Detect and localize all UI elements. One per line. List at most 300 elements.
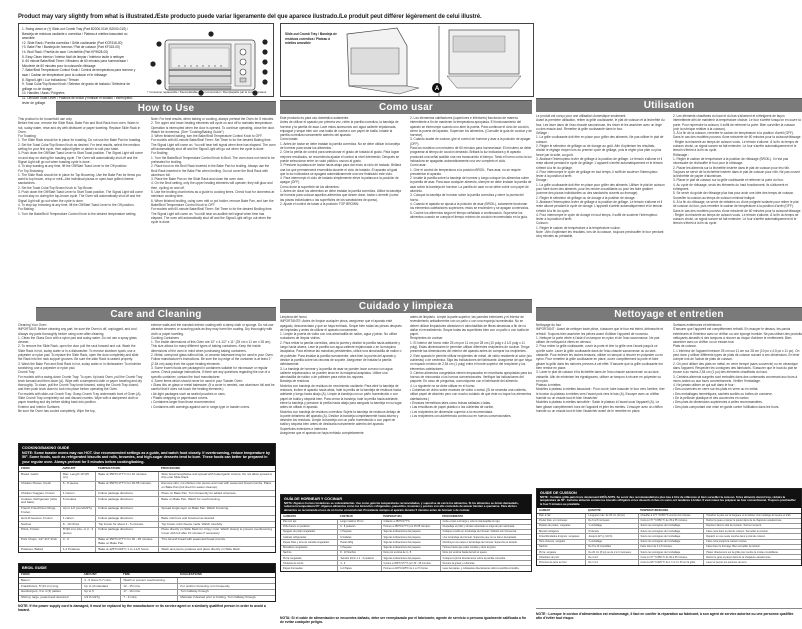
table-cell: Déposer dans le plat de cuisson. Tourner souvent. [704,523,801,528]
paragraph: 2. Régler le sélecteur de grillage ou de dorage à la position de dorage. [536,195,636,200]
subheading: Superficies exteriores e interiores [280,426,328,431]
power-cord-note-fr: NOTE : Lorsque le cordon d'alimentation est endommagé, il faut en confier la réparation au fabricant, à son agent de service autorisé ou une personne qualifiée afin d'éviter tout risque. [536,612,794,621]
como-usar-text [280,116,532,266]
table-row [19,527,275,537]
parts-diagram [18,23,274,105]
power-cord-note-en: NOTE: If the power supply cord is damaged, it must be replaced by the manufacturer or its service agent or a similarly qualified person in order to avoid a hazard. [18,604,266,613]
column-header: TEMPERATURE [96,466,159,471]
column-header: CANTIDAD [338,514,381,519]
table-cell: Siga las indicaciones del paquete. [381,529,440,534]
column-header: QUANTITÉ [586,508,638,513]
paragraph: Note : Afin d'optimiser les résultats, lors de la cuisson, toujours préchauffer le four pendant cinq minutes au préalable. [536,230,664,239]
paragraph: 1. La grille coulissante doit être en place pour griller des aliments. Ne pas utiliser le plat de cuisson. [536,135,664,144]
table-cell: Bake at 350°F/177°C for 10 minutes. [96,472,159,482]
table-cell: Siga las indicaciones del paquete. [381,545,440,550]
table-cell: Papas horneadas [281,566,338,571]
paragraph: 1. Turn the Bake/Broil Temperature Control Knob to Broil. The oven does not need to be preheated for broiling. [151,155,275,164]
table-row [281,566,531,571]
cooking-guide-en [18,443,276,553]
paragraph: 3. Coloque la bandeja de hornear sobre la parrilla corrediza y cierre la puerta del horno. [410,193,524,202]
care-left-column [18,323,143,443]
table-cell: Max. Length 10"(25 cm) [60,472,95,482]
table-cell: 7 - 9 mins. [121,595,178,600]
table-cell: 1-2 Papas [338,566,381,571]
table-cell: Papas fritas y aros de cebolla congelados [281,540,338,545]
table-cell: Siga las indicaciones del paquete. [381,556,440,561]
paragraph: • Las envolturas de papel plástico o las cubiertas de cartón. [410,405,495,410]
table-cell: Frankfurters, 5"(13 cm) long [19,584,82,590]
column-header: PROCEDURE [159,466,275,471]
nettoyage-text [536,323,802,473]
table-cell: Poulet frais, en morceaux [537,518,586,523]
table-cell: Dore por encima de 4 - 5. [381,550,440,555]
paragraph: • De la pellicule plastique et des couvercles en carton. [673,396,750,401]
paragraph: Dans le cas des modèles pourvus d'une minuterie de 60 minutes pour la cuisson/rôtissage : Régler la minuterie au temps de cuisson voulu. Le témoin s'allume. À la fin du temps de cuisson choisi, un signal sonore se fait entendre. Le four s'arrête automatiquement et le témoin s'éteint à la fin du cycle. [673,135,801,153]
subheading: Surfaces extérieures et intérieures [673,323,722,327]
table-cell: Retirer le gras et paner dans de la chapelure assaisonnée. [704,555,801,560]
paragraph: 6. À la fin du rôtissage, se servir de mitaines ou d'une poignée isolante pour retirer le plat de cuisson du four, puis remettre le cadran de température à la position d'arrêt (OFF). [673,199,799,209]
table-cell: Faire cuire dans le plat de cuisson. Surveiller la cuisson. [704,529,801,534]
care-right-column [151,323,276,443]
table-cell: Pépites de poulet, surgelées [537,523,586,528]
table-cell: Follow package directions. [96,516,159,522]
table-cell: Hornee a 350°F/177°C por 45-55 minutos. [381,524,440,529]
table-cell: 1 carton [60,516,95,522]
manual-page [18,14,802,625]
table-cell: 12 - 15 mins. [121,584,178,590]
paragraph: antes de limpiarlo. Limpie la parte superior, las paredes exteriores y el interior de revestimiento antiadherente con un paño o con una esponja humedecida. No se deben utilizar limpiadores abrasivos ni almohadillas de fibras abrasivas a fin de no dañar el revestimiento. Seque todas las superficies bien con un paño o con toalla de papel. [410,315,530,337]
table-cell: Côtelettes de porc [537,555,586,560]
care-and-cleaning-text [18,323,276,443]
table-cell: 8 - 10 Chips [60,522,95,528]
table-cell: Suivre les consignes de l'emballage. [638,534,704,539]
table-cell: Coloque el pollo en la bandeja de hornear. Voltéelo con frecuencia. [440,529,531,534]
paragraph: Modelos con bandeja de residuos corrediza: Sujete la bandeja de residuos debajo de la parte delantera del aparato (A). Deslice la bandeja completamente hacia afuera y deseche los residuos. Limpie la bandeja con un paño humedecido o con papel de toalla y séquela bien antes de deslizarla nuevamente adentro del aparato. [280,409,401,427]
table-cell: De 8 à 10 croustilles [586,544,638,549]
paragraph: 2. Régler le sélecteur de grillage ou de dorage au goût. Afin d'optimiser les résultats, choisir le réglage moyen lors du premier cycle de grillage, puis le régler plus pâle ou plus foncé par la suite, au goût. [536,144,662,157]
cooking-guide-fr [536,488,802,566]
paragraph: 3. When finished baking, turn the Bake/Broil Temperature Control Knob to OFF. [151,134,263,139]
paragraph: 4. On the Broil setting, only the upper heating elements will operate; they will glow and then, cycling on and off. [151,181,273,190]
table-cell: Pizza congelada [281,556,338,561]
table-cell: Bake on Bake Pan. Watch for overbrowning. [159,497,275,507]
parts-list-item: †3. Bake Pan / Bandeja de hornear / Plat de cuisson (Part KF315-00) [22,45,120,50]
table-cell: 1 Paquete [338,529,381,534]
paragraph: 1. Gire el control de temperatura a la posición BROIL. Para asar, no se require precalentar el aparato. [410,167,521,176]
paragraph: 3. Cuando acabe de cocinar, gire el control de hornear y asar a la posición de apagar (OFF). [410,137,531,146]
table-cell: Largo máximo 25 cm [338,519,381,524]
subheading: Exterior and Interior Surfaces [18,404,60,409]
paragraph: 3. La bandeja de hornear y la parrilla de asar se pueden lavar a mano con agua caliente enjabonada o se pueden lavar en la máquina lavaplatos. Utilice una almohadilla de nailon o de poliéster para evitar los rayones. [280,366,393,380]
table-row [19,595,275,600]
paragraph: Antes de utilizar el aparato por primera vez, retire la parrilla corrediza, la bandeja de hornear y la parrilla de asar. Lave estos accesorios con agua caliente enjabonada, enjuague y seque bien con una toalla de cocina o con papel de toalla. Instale la parrilla corrediza nuevamente adentro del aparato. [280,120,399,138]
table-cell: Watch to prevent overbrowning. [121,578,178,584]
table-cell: Caliente a 350°F/177°C [381,519,440,524]
table-cell: Pizza, surgelée [537,550,586,555]
paragraph: 2. The upper and lower heating elements will cycle on and off to maintain temperature. Operation is interrupted when the door is opened. To continue operating, close the door. Watch for doneness. (See "Cooking/Baking Guide") [151,121,275,134]
table-cell: Bread, Garlic [19,472,60,482]
column-header: TEMPÉRATURE/DURÉE [638,508,704,513]
table-cell: Bacon [19,578,82,584]
paragraph: 1. L'intérieur de l'appareil mesure 25 cm sur 11 cm sur 28 cm (10 po x 4,5 po x 11 po). On peut donc y utiliser différents types de plats de cuisson suivant à ces dimensions. En tenir compte lors de l'achat de plats de cuisson. [673,348,800,362]
table-cell: Nachos [537,544,586,549]
table-cell: Pain à l'ail [537,513,586,518]
consumer-replaceable-caption: † Consumer replaceable / Reemplazable por el consumidor / Remplaçable par le consommateur [147,90,267,94]
table-cell: Follow package directions. [96,506,159,516]
table-row [19,472,275,482]
cooking-guide-en-title: COOKING/BAKING GUIDE [22,446,70,450]
column-header: ALIMENTO [281,514,338,519]
paragraph: Este producto es para uso doméstico solamente. [280,116,350,120]
cooking-guide-es [280,494,532,572]
paragraph: Modèles à plateau à miettes amovible : Saisir le plateau à l'avant sous l'appareil (A). Le faire glisser complètement hors de l'appareil et jeter les miettes. L'essuyer avec un chiffon humide ou un essuie-tout et bien l'assécher avant de le remettre en place. [536,400,663,413]
column-header: FOOD [19,573,82,578]
paragraph: 2. Instale la parrilla sobre la bandeja de hornear y luego coloque los alimentos sobre la parrilla de asar. Para asar cualquier alimento, siempre se debe instalar la parrilla de asar sobre la bandeja de hornear. La parrilla de asar no se debe cubrir con papel de aluminio. [410,176,532,194]
parts-list-item: 9. Toast Color/Top Brown Knob / Selector de grado de tostado / Sélecteur de grillage ou de dorage [22,82,131,91]
table-cell: 8"(20 cm) size, or 2 - 3 pieces [60,527,95,537]
table-cell: 1 emballage [586,539,638,544]
paragraph: 2. On peut utiliser des plats en métal, en verre trempé (sans couvercle) ou en céramique dans l'appareil. Respecter les consignes des fabricants. S'assurer que le haut du plat se trouve à au moins 2,54 cm (1 po) des éléments chauffants du haut. [673,361,798,375]
table-cell: De 1 à 2 [586,560,638,565]
subheading: Cooking Containers [151,335,179,340]
table-cell: Pollo fresco en pedazos [281,524,338,529]
table-cell: Siga las indicaciones del paquete. [381,535,440,540]
table-cell: Bake at 350°F/177°C for 30 - 45 minutes. Bake on Bake Pan. [96,537,159,547]
table-row [19,506,275,516]
paragraph: 3. Ciertos alimentos congelados vienen empacados en envolturas apropiadas para los hornos de microonda o los hornos convencionales. Verifique las indicaciones del paquete. En caso de preguntas, comuníquese con el fabricante del alimento. [410,370,532,384]
table-cell: Potatoes, Baked [19,547,60,552]
paragraph: 1. The inside dimensions of this Oven are 10" x 4-1/2" x 11" (25 cm x 11 cm x 28 cm). This size allows for many different types of baking containers. Keep the inside dimensions of the oven in mind when purchasing baking containers. [151,340,272,353]
cooking-guide-es-note: NOTA: Algunos hornos tostadores se sobrecalientan. Use como guía las temperaturas recomendadas, y supervise de cerca los alimentos. Si los alimentos se doran demasiado, reduzca la temperatura 50°. Algunos alimentos como los bizcochos refrigerados, panecillos, brownies y postres con alto contenido de azúcar tienden a quemarse. Para dichos alimentos se recomienda el uso de un horno convencional. Precaliente siempre el aparato durante 5 minutos antes de hornear o de cocinar. [284,500,519,512]
paragraph: 3. Wash the Bake Pan and Broil Rack in hot, sudsy water or in dishwasher. To minimize scratching, use a polyester or nylon pad. [18,361,142,370]
paragraph: 2. Los elementos calefactores (superiores e inferiores) funcionan de manera intermitente a fin de mantener la temperatura apropiada. El funcionamiento del aparato se interrumpe cuando uno abre la puerta. Para continuar el ciclo de cocción, cierre la puerta del aparato. Supervise los alimentos. (Consulte la guía de cocinar y de hornear). [410,116,532,138]
table-cell: De 4 à 6 [586,555,638,560]
table-row [19,497,275,507]
table-cell: Place directly on Slide Rack for crispy crust. Watch closely to prevent overbrowning. Cover with foil after 10 minutes if necessary. [159,527,275,537]
cooking-guide-en-table [19,466,275,552]
table-cell: Trim fat and bread with seasoned bread crumbs. [159,537,275,547]
paragraph: Le produit est conçu pour une utilisation domestique seulement. [536,114,627,118]
parts-list-item: †4. Broil Rack / Parrilla de asar / Lèchefrite (Part KF9528-00) [22,49,109,54]
subheading: For Toasting: [18,134,37,139]
paragraph: 4. Au cycle de rôtissage, seuls les éléments du haut fonctionnent; ils s'allument et s'éteignent. [673,182,788,192]
paragraph: 4. To stop toasting at any time, lift the Off/Start Toast Lever to the Off position. [18,164,128,169]
paragraph: • Des plats de dimensions supérieures à celles recommandées. [673,400,763,405]
paragraph: • Cubiertas de vidrio sobre envases de vidrio o metal. (Si se necesita una cubierta, utilice papel de aluminio pero con mucho cuidado de que éste no toque los elementos calefactores.) [410,388,532,401]
parts-list-item: 10. Handles / Asas / Poignées [22,91,65,96]
section-banner-cuidado-y-limpieza: Cuidado y limpieza [280,299,532,313]
subheading: Como tostar: [280,137,299,142]
table-cell: Pan con ajo [281,519,338,524]
paragraph: 3. Placer le plat de cuisson sur la grille coulissante et refermer la porte du four. [673,178,784,183]
table-cell: Up to 10 standard [82,584,121,590]
table-cell: Dore por encima hasta derretir el queso. [440,550,531,555]
paragraph: 2. Les éléments chauffants du haut et du bas s'allument et s'éteignent de façon intermittente afin de maintenir la température choisie. Le four s'arrête lorsqu'on en ouvre la porte. Pour reprendre la cuisson, il suffit de refermer la porte. Bien surveiller la cuisson (voir la rubrique relative à la cuisson). [673,114,801,131]
table-cell: Spread single layer on Bake Pan. Watch browning. [159,506,275,516]
paragraph: • Los recipientes de dimensión superior a la recomendada. [410,409,493,414]
subheading: Rôtissage : [673,152,689,157]
paragraph: 2. Placer les aliments sur la lèchefrite insérée dans le plat de cuisson pour les rôtir. Toujours se servir de la lèchefrite insérée dans le plat de cuisson pour rôtir. Ne pas couvrir la lèchefrite de papier d'aluminium. [673,165,801,179]
table-cell: Cuire à 177 °C/350 °F de 30 à 45 minutes. [638,555,704,560]
paragraph: 4. Cuando el aparato se ajusta a la posición de asar (BROIL), solamente funcionan los elementos calefactores superiores; éstos se encienden y se apagan a intervalos. [410,201,530,211]
subheading: Crumb Tray [18,370,35,375]
paragraph: 4. Some items which should never be used in your Toaster Oven: [151,378,243,383]
parts-list-item: 8. Signal Light / Luz indicadora / Témoin [22,77,79,82]
paragraph: 1. Régler le cadran de température à la température voulue. [536,225,621,230]
table-cell: For uniform browning, turn frequently. [178,584,275,590]
table-cell: Retirer la peau et paner le poulet dans de la chapelure assaisonnée. [704,518,801,523]
table-row [19,537,275,547]
utilisation-left-column [536,114,665,274]
section-banner-care-and-cleaning: Care and Cleaning [36,307,276,321]
paragraph: 5. Use the broiling chart below as a guide to cooking times. Check food for doneness at minimum cooking time. [151,190,275,199]
section-banner-how-to-use: How to Use [56,101,276,115]
table-cell: Distribuya una capa en la bandeja de hornear. Supervise el dorado. [440,540,531,545]
paragraph: IMPORTANTE: Antes de limpiar cualquier pieza, asegúrese que el aparato esté apagado, desconectado y que se haya enfriado. Seque bien todas las piezas después de limpiarlas y antes de utilizar el aparato nuevamente. [280,319,402,332]
table-cell: Chuletas de cerdo [281,561,338,566]
paragraph: Para los modelos con minutero de 60 minutos para hornear/asar: El minutero se debe programar al tiempo de cocción deseado. Brillará la luz indicadora y el aparato producirá una señal audible una vez transcurrido el tiempo. Tanto el horno como la luz indicadora se apagarán automáticamente una vez completo el ciclo. [410,146,532,163]
paragraph: 3. Presione la palanca de tostar hacia abajo para dar inicio al ciclo de tostado. Brillará una luz que permanecerá encendida durante el ciclo de tostado. El aparato al igual que la luz indicadora se apagará automáticamente una vez finalizado este ciclo. [280,163,402,176]
broil-guide-en-header [19,564,275,573]
table-cell: Suivre les consignes de l'emballage. [638,523,704,528]
paragraph: 4. Pour interrompre le cycle de dorage en tout temps, il suffit de soulever l'interrupteur-levier à la position d'arrêt. [536,212,659,222]
paragraph: 1. Antes de tostar se debe instalar la parrilla corrediza. No se debe utilizar la bandeja de hornear para tostar los alimentos. [280,141,400,151]
parts-list-item: †2. Slide Rack / Parrilla corrediza / Grille coulissante (Part KCR316-00) [22,40,123,45]
nettoyage-right-column [673,323,802,473]
cooking-guide-fr-note: NOTE : Certains grille-pain fours deviennent BRÛLANTS. Se servir des recommandations plus bas à titre de référence et bien surveiller la cuisson. Si les aliments dorent trop, réduire la température de 50°. Certains aliments comme les biscuits réfrigérés et les desserts riches en sucre ont tendance à brûler. Il vaut mieux les préparer au four conventionnel. Toujours préchauffer le four 5 minutes au préalable. [540,494,796,506]
table-cell: Chicken Pieces, Fresh [19,481,60,491]
paragraph: 1. Antes de dorar los alimentos se debe instalar la parrilla corrediza. Utilice la bandeja de hornear para colocar aquellos alimentos que desee dorar, tostar o derretir (como: las pizzas individuales o las superficies de los sándwiches de queso). [280,189,402,202]
table-cell: Turn halfway through. [178,589,275,595]
table-cell: Placer directement sur la grille pour rendre la croûte croustillante. [704,550,801,555]
cooking-guide-es-title: GUÍA DE HORNEAR Y COCINAR [284,497,343,501]
table-cell: Jusqu'à 227 g (1/2 lb) [586,534,638,539]
como-usar-right-column [410,116,532,266]
cooking-guide-es-table [281,514,531,570]
table-cell: Slice bread lengthwise and spread with butter/garlic mixture. Do not allow spread to drip onto Slide Rack. [159,472,275,482]
paragraph: 4. To stop top browning at any time, lift the Off/Start Toast Lever to the Off position. [18,202,135,207]
nettoyage-left-column [536,323,665,473]
section-banner-utilisation: Utilisation [536,98,802,112]
paragraph: 2. Ajuste el control de tostar a la posición TOP BROWN. [280,201,360,206]
subheading: For Baking: [18,207,35,212]
table-cell: 1 emballage [586,523,638,528]
table-cell: Bake at 425°F/218°C 1 to 1-1/2 hours. [96,547,159,552]
table-cell: Laver et percer les pommes de terre. [704,560,801,565]
column-header: ALIMENT [537,508,586,513]
paragraph: 2. Para retirar la parrilla corrediza, abra la puerta y deslice la parrilla hacia adelante y luego hacia afuera. Lave la parrilla con agua caliente enjabonada o en la máquina lavaplatos. Para eliminar las manchas persistentes, utilice una almohadilla de nailon o de poliéster. Para instalar la parrilla nuevamente, abra bien la puerta del aparato y deslice la parrilla sobre las ranuras de soporte. Asegúrese de instalar la parrilla debidamente. [280,340,402,367]
paragraph: 6. When finished broiling, using oven mitt or pot holder, remove Bake Pan, and turn the Bake/Broil Temperature Control Knob to OFF. [151,198,274,207]
subheading: Como dorar la superficie de los alimentos: [280,184,340,189]
subheading: Plats de cuisson [673,344,697,349]
table-cell: Wash and pierce potatoes and place directly on Slide Rack. [159,547,275,552]
column-header: TIME [121,573,178,578]
table-row [537,560,801,565]
paragraph: 1. Turn the Bake/Broil Temperature Control Knob to the desired temperature setting. [18,211,137,216]
table-cell: Cuire à 177 °C/350 °F de 45 à 55 minutes. [638,518,704,523]
paragraph: 1. The Slide Rack should be in place for toasting. Do not use the Bake Pan for toasting. [18,138,142,143]
how-to-use-left-column [18,117,143,257]
section-banner-nettoyage: Nettoyage et entretien [536,307,802,321]
utilisation-right-column [673,114,802,274]
table-cell: 6 - 8 pedazos [338,524,381,529]
paragraph: • Envases herméticos tales como bolsas selladas o latas. [410,400,491,405]
paragraph: 3. Push down the Off/Start Toast Lever to Start Toast position. The Signal Light will come on and stay on during the toasting cycle. The Oven will automatically shut off and the Signal Light will go out when toasting cycle is done. [18,151,143,164]
table-cell: Suivre les consignes de l'emballage. [638,550,704,555]
table-cell: Cocine a 350°F/177°C por 30 - 45 minutos. [381,561,440,566]
paragraph: • Air-tight packages such as sealed pouches or cans. [151,391,226,396]
table-cell: Trancher le pain sur la longueur et le tartiner d'un mélange de beurre et d'ail. [704,513,801,518]
paragraph: For models with slide-out Crumb Tray: Grasp Crumb Tray underneath front of Oven (A). Slide Crumb Tray completely out and discard crumbs. Wipe with a dampened cloth or paper toweling and dry before sliding back into position. [18,391,142,405]
table-cell: Hornee hasta que estén cocidos y dore al gusto. [440,545,531,550]
broil-guide-en-table [19,573,275,601]
paragraph: 2. Pour retirer la grille coulissante, ouvrir la porte et tirer la grille vers l'avant jusqu'à ce qu'elle sorte. Laver la grille coulissante dans de l'eau chaude savonneuse ou au lave-vaisselle. Pour enlever les taches tenaces, utiliser un tampon à récurer en polyester ou en nylon. Pour remettre la grille coulissante en place, ouvrir complètement la porte et faire glisser la grille dans les rainures prévues à cet effet. S'assurer que la grille coulissante est bien remise en place. [536,344,664,370]
cooking-guide-fr-table [537,508,801,564]
table-cell: Bake until hors and browned as desired. [159,516,275,522]
table-cell: Hornee a 218°C/425°F de 1 a 1½ horas. [381,566,440,571]
table-cell: 1 Carton [60,491,95,497]
table-cell: 6 Cookies [60,497,95,507]
subheading: Recipientes de cocinar: [410,336,444,341]
table-cell: Faire dorer le fromage. Bien surveiller la cuisson. [704,544,801,549]
paragraph: 4. Ne jamais utiliser ce qui suit dans le four : [673,383,736,388]
paragraph: Avant la première utilisation, retirer la grille coulissante, le plat de cuisson et la lèchefrite du four. Les laver dans de l'eau chaude savonneuse, les rincer et les assécher avec un linge ou des essuie-tout. Remettre la grille coulissante dans le four. [536,118,665,131]
paragraph: 2. Metal, ovenproof glass without lids, or ceramic bakeware may be used in your Oven. Follow manufacturer's instructions. Be sure the top edge of the container is at least 1" (2.54 cm) away from the upper heating elements. [151,353,274,366]
paragraph: • Des plats comportant une mise en garde contre l'utilisation dans les fours. [673,404,780,409]
divider [536,608,802,609]
subheading: For Broiling: [151,151,169,156]
paragraph: 4. Lo siguiente no se debe utilizar en el horno: [410,383,476,388]
table-cell: Cookies, Refrigerator (slice and bake) [19,497,60,507]
column-header: AMOUNT [60,466,95,471]
paragraph: 3. Place the Bake Pan on the Slide Rack and close the oven door. [151,177,245,182]
paragraph: 2. Set the Toast Color/Top Brown Knob to Top Brown. [18,185,94,190]
parts-list-item: 1. Swing down or (†) Slide-out Crumb Tray (Part B2000-01W, B2000-01S) / Bandeja de residuos oscilante o corrediza / Plateau à miettes basculant ou amovible [22,27,129,41]
paragraph: Dans le cas des modèles pourvus d'une minuterie de 60 minutes pour la cuisson/rôtissage : Régler la minuterie au temps de cuisson voulu. Le témoin s'allume. À la fin du temps de cuisson choisi, un signal sonore se fait entendre. Le four s'arrête automatiquement et le témoin s'éteint à la fin du cycle. [673,208,801,226]
utilisation-text [536,114,802,274]
broil-guide-en-title: BROIL GUIDE [22,566,47,570]
paragraph: Modelos con bandeja de residuos de movimiento oscilante: Para abrir la bandeja de residuos, incline el aparato hacia atrás, hale la perilla de la bandeja de residuos hacia adelante y luego hacia abajo (A). Limpie la bandeja con un paño humedecido o con papel de toalla y séquela bien. Para cerrar la bandeja, hale la perilla hacia adelante, eleve la bandeja y presione la perilla hacia abajo para asegurar la bandeja en su lugar antes de utilizar el aparato. [280,383,402,410]
cuidado-text [280,315,532,475]
table-cell: 6 biscuits [586,529,638,534]
table-cell: 4 - 6 [338,561,381,566]
table-cell: 1-2 Potatoes [60,547,95,552]
paragraph: 5. Se servir du guide de rôtissage plus bas pour avoir une idée des temps de cuisson. Surveiller la cuisson au temps de cuisson minimal indiqué. [673,191,795,200]
table-cell: Hamburgers, 3 to 4 (3) patties [19,589,82,595]
cuidado-right-column [410,315,532,475]
paragraph: Be sure the Oven has cooled completely. Wipe the top, [18,408,96,413]
marker-a: A [434,86,440,92]
subheading: Como asar: [410,163,427,168]
paragraph: 4. Para interrumpir el ciclo de tostado simplemente eleve la palanca a la posición de apagar (OFF). [280,176,399,185]
column-header: FOOD [19,466,60,471]
table-cell: Chauffer à 177 °C/350 °F environ 10 minutes. [638,513,704,518]
paragraph: 3. Abaisser l'interrupteur-levier de grillage à la position de grillage. Le témoin s'allume et il reste allumé pendant le cycle de dorage. L'appareil s'arrête automatiquement et le témoin s'éteint à la fin du cycle. [536,199,663,213]
paragraph: 1. Régler le cadran de température à la position de rôtissage (BROIL). Il n'est pas nécessaire de réchauffer le four pour le rôtissage. [673,156,789,166]
paragraph: 1. Limpie la puerta de vidrio con una almohadilla de nailon, agua y jabón. No utilice rociadores de limpiar vidrios. [280,332,398,341]
paragraph: 1. Clean the Glass Door with a nylon pad and sudsy water. Do not use a spray glass cleaner. [18,335,137,345]
crumb-tray-illustration [337,26,533,96]
table-cell: Hors D'oeuvres, Frozen [19,516,60,522]
table-cell: Longueur max. de 25 cm (10 po) [586,513,638,518]
column-header: TEMPERATURA [381,514,440,519]
table-row [19,481,275,491]
parts-list-item: 5. Easy Clean Interior / Interior fácil de limpiar / Intérieur facile à nettoyer [22,54,125,59]
paragraph: 2. To remove the Slide Rack, open the door pull the rack forward and out. Wash the Slide Rack in hot, sudsy water or in a dishwasher. To remove stubborn spots, use a polyester or nylon pad. To replace the Slide Rack, open the door completely and slide the Rack into the rack support grooves. Be sure the slide Rack is seated properly. [18,344,139,362]
paragraph: 3. Laver le plat de cuisson et la lèchefrite dans de l'eau chaude savonneuse ou au lave-vaisselle. Afin de minimiser les égratignures, utiliser un tampon à récurer en polyester ou en nylon. [536,370,662,383]
table-cell: Pommes de terre au four [537,560,586,565]
paragraph: • Des emballages hermétiques, sachets scellés ou boîtes de conserve. [673,391,773,396]
section-banner-como-usar: Como usar [280,100,532,114]
table-row [19,547,275,552]
power-cord-note-es: NOTA: Si el cable de alimentación se encuentra dañado, debe ser reemplazado por el fabricante, agente de servicio o persona igualmente calificada a fin de evitar cualquier peligro. [280,616,527,625]
table-cell: 4 - 6 slices 5-7 mins. [82,578,121,584]
table-cell: Follow package directions. [96,497,159,507]
subheading: Dorage : [536,178,549,183]
table-cell: Tamaño 20cm o 2 - 3 pedazos [338,556,381,561]
paragraph: Modèles à plateau à miettes basculant : Pour ouvrir, faire basculer le four vers l'arrière, tirer le bouton du plateau à miettes vers l'avant puis vers le bas (A). Essuyer avec un chiffon humide ou un essuie-tout et bien l'assécher. [536,387,665,401]
paragraph: 3. Certains aliments surgelés sont emballés dans des contenants convenant aux fours à micro-ondes ou aux fours conventionnels. Vérifier l'emballage. [673,374,798,383]
table-cell: Bocaditos congelados [281,545,338,550]
paragraph: This product is for household use only. [18,117,73,121]
crumb-tray-diagram [280,23,534,97]
paragraph: 3. Push down the Off/Start Toast Lever to Start Toast position. The Signal Light will come on and stay on during the top-brown cycle. The Oven will automatically shut off and the Signal Light will go out when the cycle is done. [18,190,143,203]
paragraph: Asegúrese que el aparato se haya enfriado completamente [280,431,364,436]
paragraph: 3. À la fin de la cuisson, remettre le cadran de température à la position d'arrêt (OFF). [673,131,794,136]
cooking-guide-fr-title: GUIDE DE CUISSON [540,491,577,495]
table-cell: Nachos [281,550,338,555]
paragraph: Before first use, remove the Slide Rack, Bake Pan and Broil Rack from oven. Wash in hot, sudsy water, rinse and dry with dishtowel or paper toweling. Replace Slide Rack in Oven. [18,121,141,134]
toaster-oven-illustration [147,30,273,96]
table-cell: 4 - 6 [60,537,95,547]
como-usar-left-column [280,116,402,266]
table-cell: Despelleje el pollo y sírvase rebozado en miga de pan sazonada. [440,524,531,529]
paragraph: 1. The Slide Rack should be in place for Top Browning. Use the Bake Pan for items you want to top brown, crisp or melt—like individual pizzas or open-face grilled cheese sandwiches. [18,172,142,186]
table-cell: 1/2 lb./227g [82,595,121,600]
table-cell: Nuggets de pollo congelados [281,529,338,534]
table-cell: De 20 cm (8 po) ou de 2 à 3 morceaux [586,550,638,555]
table-cell: Cuire à 218 °C/425 °F de 1 h à 1 h 30 sur la grille. [638,560,704,565]
paragraph: • Des couvercles en verre sur les plats en verre ou en métal. [673,387,759,392]
paragraph: 1. Nettoyer la porte vitrée à l'aide d'un tampon en nylon et de l'eau savonneuse. Ne pas utiliser de nettoyant à vitres en aérosol. [536,335,660,345]
table-cell: 8 - 10 Nachos [338,550,381,555]
paragraph: 2. Gire la perilla de control para seleccionar el grado de tostado al gusto. Para lograr mejores resultados, se recomienda ajustar el control al nivel intermedio. Después se puede seleccionar entre un valor pálido u oscuro al gusto. [280,150,400,163]
column-header: SUGGESTIONS [178,573,275,578]
paragraph: IMPORTANT : Avant de nettoyer toute pièce, s'assurer que le four est éteint, débranché et refroidi. Toujours bien assécher les pièces avant d'utiliser l'appareil de nouveau. [536,327,664,336]
paragraph: 2. Set the Toast Color/Top Brown Knob as desired. For best results, select the medium setting for your first cycle, then adjust lighter or darker to suit your taste. [18,142,140,152]
table-cell: Coloque la pizza directamente sobre la parrilla corrediza. [440,556,531,561]
subheading: For Top Browning: [18,168,44,173]
table-cell: Top brown until cheese melts. Watch carefully. [159,522,275,528]
parts-list [22,27,137,105]
cooking-guide-en-header [19,444,275,466]
table-cell: Pizza, Frozen [19,527,60,537]
paragraph: 5. Cocine los alimentos según el tiempo señalado a continuación. Supervise los alimentos cuando se cumpla el tiempo mínimo de cocción recomendado en la guía. [410,210,528,219]
table-cell: Répartir en une seule couche dans le plat de cuisson. [704,534,801,539]
table-cell: Faire dorer de 4 à 5 minutes. [638,544,704,549]
table-cell: De 6 à 8 morceaux [586,518,638,523]
table-cell: Hors-d'œuvre, surgelés [537,539,586,544]
table-cell: Suivre les consignes de l'emballage. [638,539,704,544]
subheading: Grillage : [536,131,549,136]
table-cell: Place on Bake Pan. Turn frequently for added crispness. [159,491,275,497]
paragraph: For models with 60-minute Bake/Broil Timer: Set Timer to for the desired Baking time. The Signal Light will come on. You will hear bell signal when time has elapsed. The oven will automatically shut off and the Signal Light will go out when the cycle is done. [151,138,276,152]
table-cell: 17 - 19 mins. [121,589,178,595]
paragraph: • Glass lids on glass or metal bakeware. (If a cover is needed, use aluminum foil and be careful that it does not touch the heating elements.) [151,383,275,392]
paragraph: 1. La grille coulissante doit être en place pour griller des aliments. Utiliser le plat de cuisson pour faire dorer des aliments, pour les rendre croustillants ou pour les faire gratiner (comme des pizzas individuelles ou des sandwichs ouverts au fromage). [536,182,665,196]
paragraph: 3. Some frozen foods are packaged in containers suitable for microwave or regular ovens. Check package instructions. If there are any questions regarding the use of a specific container, contact the food manufacturer. [151,365,270,379]
table-cell: Chicken Nuggets, Frozen [19,491,60,497]
